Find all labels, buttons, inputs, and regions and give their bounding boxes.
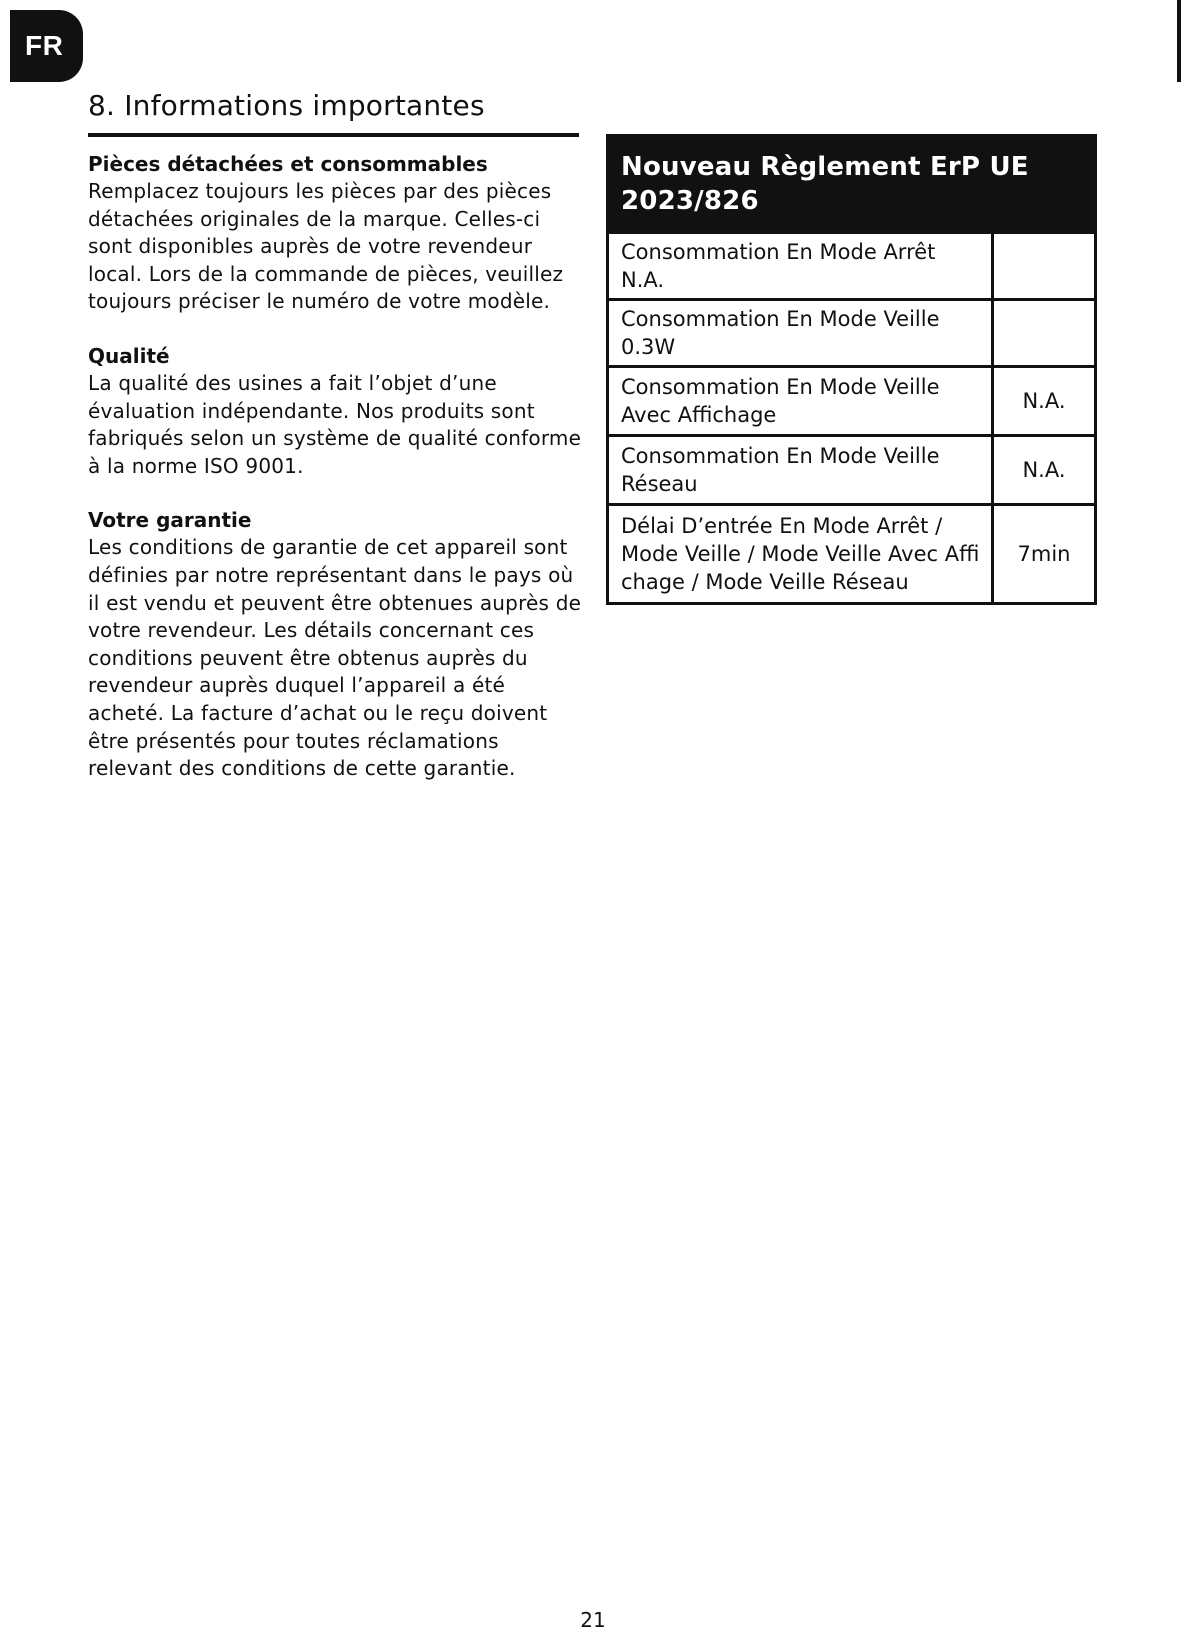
row-label: Consommation En Mode Veille 0.3W xyxy=(608,300,993,367)
row-value: 7min xyxy=(993,505,1096,604)
table-title: Nouveau Règlement ErP UE 2023/826 xyxy=(608,136,1096,233)
section-body: Remplacez toujours les pièces par des pièces détachées originales de la marque. Celles-ci sont disponibles auprès de votre revendeur local. Lors de la commande de pièces, veuillez toujours préciser le numéro de votre modèle. xyxy=(88,179,564,314)
section-warranty xyxy=(88,506,583,782)
table-row xyxy=(608,505,1096,604)
section-body: La qualité des usines a fait l’objet d’une évaluation indépendante. Nos produits sont fabriqués selon un système de qualité conforme à la norme ISO 9001. xyxy=(88,370,582,478)
info-column xyxy=(88,150,583,809)
title-divider xyxy=(88,133,579,137)
section-heading: Qualité xyxy=(88,343,170,368)
row-label: Délai D’entrée En Mode Arrêt / Mode Veille / Mode Veille Avec Affi chage / Mode Veille Réseau xyxy=(608,505,993,604)
row-label: Consommation En Mode Arrêt N.A. xyxy=(608,233,993,300)
section-body: Les conditions de garantie de cet appareil sont définies par notre représentant dans le pays où il est vendu et peuvent être obtenues auprès de votre revendeur. Les détails concernant ces conditions peuvent être obtenus auprès du revendeur auprès duquel l’appareil a été acheté. La facture d’achat ou le reçu doivent être présentés pour toutes réclamations relevant des conditions de cette garantie. xyxy=(88,535,582,781)
row-value: N.A. xyxy=(993,436,1096,505)
section-heading: Pièces détachées et consommables xyxy=(88,152,488,176)
page-number: 21 xyxy=(580,1608,606,1632)
table-row xyxy=(608,367,1096,436)
table-row xyxy=(608,436,1096,505)
erp-regulation-table xyxy=(606,134,1097,605)
language-tab: FR xyxy=(10,10,83,82)
row-value: N.A. xyxy=(993,367,1096,436)
row-value xyxy=(993,233,1096,300)
section-heading: Votre garantie xyxy=(88,508,252,533)
row-label: Consommation En Mode Veille Réseau xyxy=(608,436,993,505)
page-title: 8. Informations importantes xyxy=(88,89,485,122)
table-row xyxy=(608,300,1096,367)
row-value xyxy=(993,300,1096,367)
section-quality xyxy=(88,342,583,480)
row-label: Consommation En Mode Veille Avec Affichage xyxy=(608,367,993,436)
page-edge-marker xyxy=(1177,0,1181,82)
table-row xyxy=(608,233,1096,300)
section-spare-parts xyxy=(88,150,583,316)
